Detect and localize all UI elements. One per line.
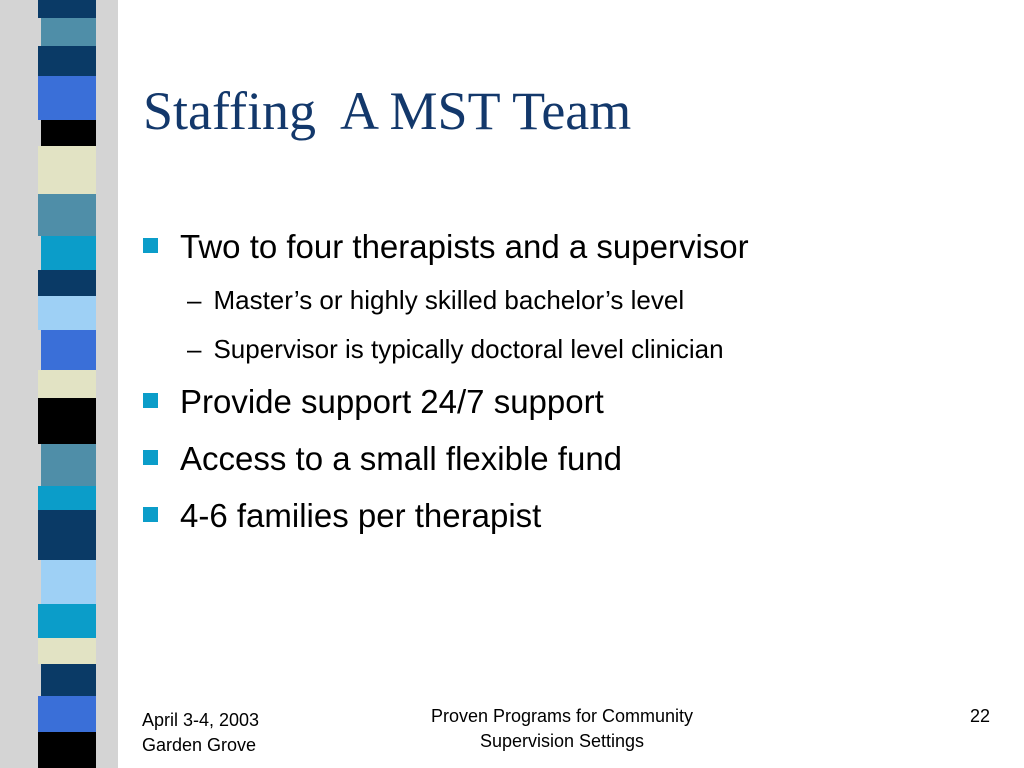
footer-title-line-2: Supervision Settings	[479, 731, 645, 751]
sub-bullet-text: Master’s or highly skilled bachelor’s level	[213, 285, 685, 315]
stripe-segment	[38, 296, 96, 330]
stripe-segment	[41, 236, 96, 270]
footer-presentation-title	[380, 704, 744, 754]
stripe-segment	[38, 486, 96, 510]
square-bullet-icon	[143, 393, 158, 408]
stripe-segment	[38, 604, 96, 638]
square-bullet-icon	[143, 238, 158, 253]
footer-title-line-1: Proven Programs for Community	[430, 706, 694, 726]
dash-bullet-icon: –	[187, 285, 202, 315]
stripe-segment	[38, 0, 96, 18]
stripe-segment	[41, 444, 96, 486]
stripe-segment	[41, 120, 96, 146]
sub-bullet-item	[143, 285, 1003, 334]
stripe-segment	[41, 330, 96, 370]
stripe-segment	[38, 146, 96, 194]
stripe-segment	[41, 18, 96, 46]
sub-bullet-item	[143, 334, 1003, 383]
bullet-text: Two to four therapists and a supervisor	[180, 228, 749, 265]
bullet-item	[143, 440, 1003, 497]
stripe-segment	[38, 46, 96, 76]
dash-bullet-icon: –	[187, 334, 202, 364]
square-bullet-icon	[143, 450, 158, 465]
bullet-list	[143, 228, 1003, 554]
footer-date: April 3-4, 2003	[142, 710, 260, 730]
footer-date-location	[142, 708, 362, 758]
stripe-segment	[38, 194, 96, 236]
decorative-stripe	[38, 0, 96, 768]
stripe-segment	[38, 76, 96, 120]
bullet-item	[143, 228, 1003, 285]
stripe-segment	[38, 370, 96, 398]
stripe-segment	[41, 560, 96, 604]
footer-location: Garden Grove	[142, 735, 257, 755]
bullet-text: Provide support 24/7 support	[180, 383, 604, 420]
stripe-segment	[38, 696, 96, 732]
stripe-segment	[38, 398, 96, 444]
bullet-text: 4-6 families per therapist	[180, 497, 542, 534]
stripe-segment	[38, 510, 96, 560]
stripe-segment	[38, 732, 96, 768]
stripe-segment	[38, 270, 96, 296]
stripe-segment	[38, 638, 96, 664]
sub-bullet-text: Supervisor is typically doctoral level clinician	[213, 334, 724, 364]
bullet-item	[143, 497, 1003, 554]
slide-title: Staffing A MST Team	[143, 81, 632, 141]
bullet-item	[143, 383, 1003, 440]
square-bullet-icon	[143, 507, 158, 522]
bullet-text: Access to a small flexible fund	[180, 440, 623, 477]
page-number: 22	[969, 706, 990, 726]
stripe-segment	[41, 664, 96, 696]
